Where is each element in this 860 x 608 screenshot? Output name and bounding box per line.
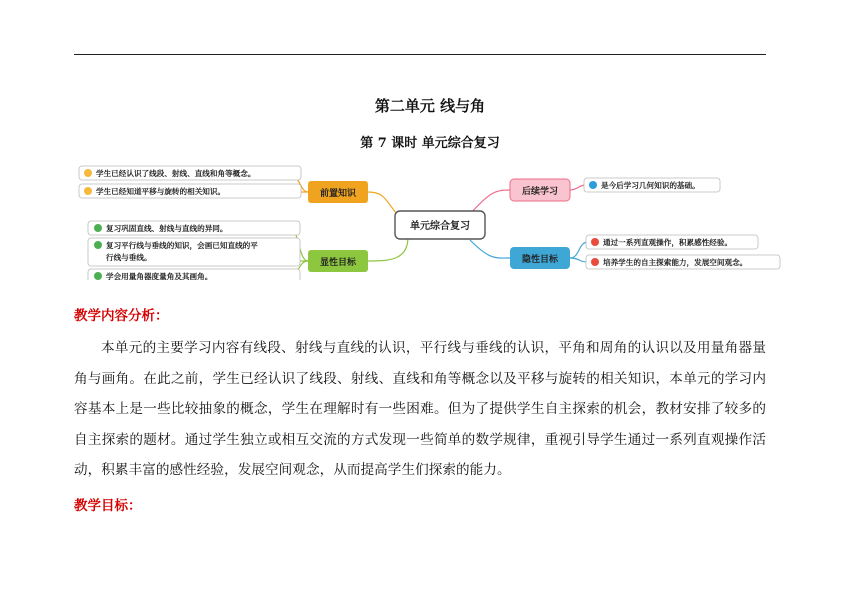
- node-implicit-label: 隐性目标: [521, 255, 559, 265]
- content-analysis-paragraph: 本单元的主要学习内容有线段、射线与直线的认识，平行线与垂线的认识，平角和周角的认识以及用量角器量角与画角。在此之前，学生已经认识了线段、射线、直线和角等概念以及平移与旋转的相关知识，本单元的学习内容基本上是一些比较抽象的概念，学生在理解时有一些困难。但为了提供学生自主探索的机会，教材安排了较多的自主探索的题材。通过学生独立或相互交流的方式发现一些简单的数学规律，重视引导学生通过一系列直观操作活动，积累丰富的感性经验，发展空间观念，从而提高学生们探索的能力。: [74, 340, 766, 479]
- node-prior: [308, 181, 368, 203]
- prior-leaves: [79, 166, 301, 198]
- mindmap: [0, 150, 860, 280]
- check-icon: [94, 224, 102, 232]
- follow-item-1: 是今后学习几何知识的基础。: [601, 181, 700, 190]
- flag-icon: [591, 238, 599, 246]
- follow-leaves: [584, 178, 720, 192]
- node-explicit: [308, 250, 368, 272]
- implicit-leaves: [586, 235, 780, 269]
- prior-item-1: 学生已经认识了线段、射线、直线和角等概念。: [96, 169, 256, 178]
- node-prior-label: 前置知识: [319, 189, 357, 199]
- arrow-right-icon: [589, 181, 597, 189]
- explicit-item-2a: 复习平行线与垂线的知识，会画已知直线的平: [106, 241, 258, 250]
- implicit-item-1: 通过一系列直观操作，积累感性经验。: [603, 238, 733, 247]
- explicit-item-2b: 行线与垂线。: [106, 253, 152, 262]
- prior-item-2: 学生已经知道平移与旋转的相关知识。: [96, 187, 226, 196]
- flag-icon: [591, 258, 599, 266]
- check-icon: [94, 241, 102, 249]
- explicit-item-3: 学会用量角器度量角及其画角。: [106, 272, 213, 280]
- node-explicit-label: 显性目标: [319, 258, 357, 268]
- explicit-item-1: 复习巩固直线、射线与直线的异同。: [106, 224, 228, 233]
- explicit-leaves: [88, 221, 300, 280]
- header-rule: [74, 54, 766, 55]
- implicit-item-2: 培养学生的自主探索能力，发展空间观念。: [603, 258, 748, 267]
- node-follow: [510, 179, 570, 201]
- node-implicit: [510, 247, 570, 269]
- lesson-subtitle: 第 7 课时 单元综合复习: [360, 136, 500, 151]
- smile-icon: [84, 187, 92, 195]
- check-icon: [94, 272, 102, 280]
- document-title: 第二单元 线与角: [374, 97, 486, 115]
- section-heading-content-analysis: 教学内容分析：: [74, 308, 169, 324]
- node-center: [395, 211, 485, 239]
- node-follow-label: 后续学习: [521, 187, 559, 197]
- smile-icon: [84, 169, 92, 177]
- node-center-label: 单元综合复习: [410, 221, 470, 232]
- section-heading-objectives: 教学目标：: [74, 498, 142, 514]
